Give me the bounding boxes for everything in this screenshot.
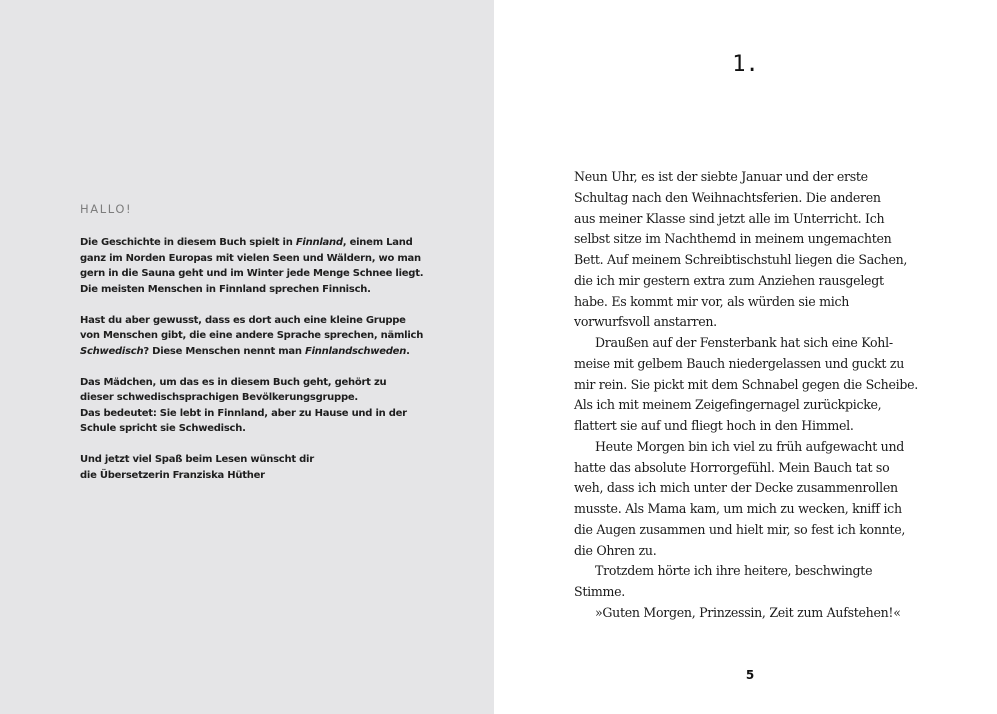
intro-paragraph-2: [80, 313, 424, 360]
body-line: habe. Es kommt mir vor, als würden sie mich: [574, 293, 850, 309]
intro-line: gern in die Sauna geht und im Winter jede Menge Schnee liegt.: [80, 268, 424, 279]
intro-line: Das bedeutet: Sie lebt in Finnland, aber zu Hause und in der: [80, 407, 407, 419]
body-line: meise mit gelbem Bauch niedergelassen und guckt zu: [574, 355, 905, 371]
intro-line: dieser schwedischsprachigen Bevölkerungsgruppe.: [80, 392, 358, 403]
body-line-indented: Draußen auf der Fensterbank hat sich eine Kohl-: [595, 335, 893, 350]
intro-heading: HALLO!: [80, 202, 133, 216]
body-line: die Ohren zu.: [574, 542, 657, 558]
intro-paragraph-1: [80, 235, 424, 297]
body-line: mir rein. Sie pickt mit dem Schnabel gegen die Scheibe.: [574, 376, 918, 392]
intro-line: Das Mädchen, um das es in diesem Buch geht, gehört zu: [80, 376, 387, 388]
body-line: Als ich mit meinem Zeigefingernagel zurückpicke,: [574, 397, 882, 413]
intro-line: die Übersetzerin Franziska Hüther: [80, 469, 265, 481]
intro-line: Und jetzt viel Spaß beim Lesen wünscht dir: [80, 454, 314, 465]
intro-text: [80, 235, 424, 499]
body-line-indented: Heute Morgen bin ich viel zu früh aufgewacht und: [595, 438, 905, 454]
intro-line: Schule spricht sie Schwedisch.: [80, 423, 246, 434]
intro-line: Die meisten Menschen in Finnland sprechen Finnisch.: [80, 283, 371, 295]
body-line: selbst sitze im Nachthemd in meinem ungemachten: [574, 231, 892, 247]
intro-line: Die Geschichte in diesem Buch spielt in Finnland, einem Land: [80, 237, 413, 248]
body-line: Stimme.: [574, 584, 625, 599]
body-line: weh, dass ich mich unter der Decke zusammenrollen: [574, 480, 898, 496]
intro-line: Schwedisch? Diese Menschen nennt man Finnlandschweden.: [80, 345, 410, 357]
body-line: flattert sie auf und fliegt hoch in den Himmel.: [574, 418, 854, 433]
chapter-number: 1.: [732, 52, 759, 77]
chapter-body: [574, 167, 919, 624]
body-line: hatte das absolute Horrorgefühl. Mein Bauch tat so: [574, 459, 890, 475]
intro-line: von Menschen gibt, die eine andere Sprache sprechen, nämlich: [80, 330, 424, 341]
body-line: die ich mir gestern extra zum Anziehen rausgelegt: [574, 272, 884, 288]
body-line-indented: Trotzdem hörte ich ihre heitere, beschwingte: [595, 563, 873, 579]
body-line: Schultag nach den Weihnachtsferien. Die anderen: [574, 189, 881, 205]
body-line: die Augen zusammen und hielt mir, so fest ich konnte,: [574, 521, 906, 537]
body-line: musste. Als Mama kam, um mich zu wecken, kniff ich: [574, 501, 902, 516]
page-number: 5: [745, 668, 755, 682]
body-line: Bett. Auf meinem Schreibtischstuhl liegen die Sachen,: [574, 252, 908, 267]
body-line-indented: »Guten Morgen, Prinzessin, Zeit zum Aufstehen!«: [595, 604, 901, 620]
body-line: Neun Uhr, es ist der siebte Januar und der erste: [574, 169, 868, 184]
intro-line: ganz im Norden Europas mit vielen Seen und Wäldern, wo man: [80, 252, 421, 264]
body-line: vorwurfsvoll anstarren.: [574, 314, 717, 330]
intro-line: Hast du aber gewusst, dass es dort auch eine kleine Gruppe: [80, 314, 406, 326]
intro-paragraph-4: [80, 452, 420, 483]
body-line: aus meiner Klasse sind jetzt alle im Unterricht. Ich: [574, 210, 885, 226]
intro-paragraph-3: [80, 375, 420, 437]
